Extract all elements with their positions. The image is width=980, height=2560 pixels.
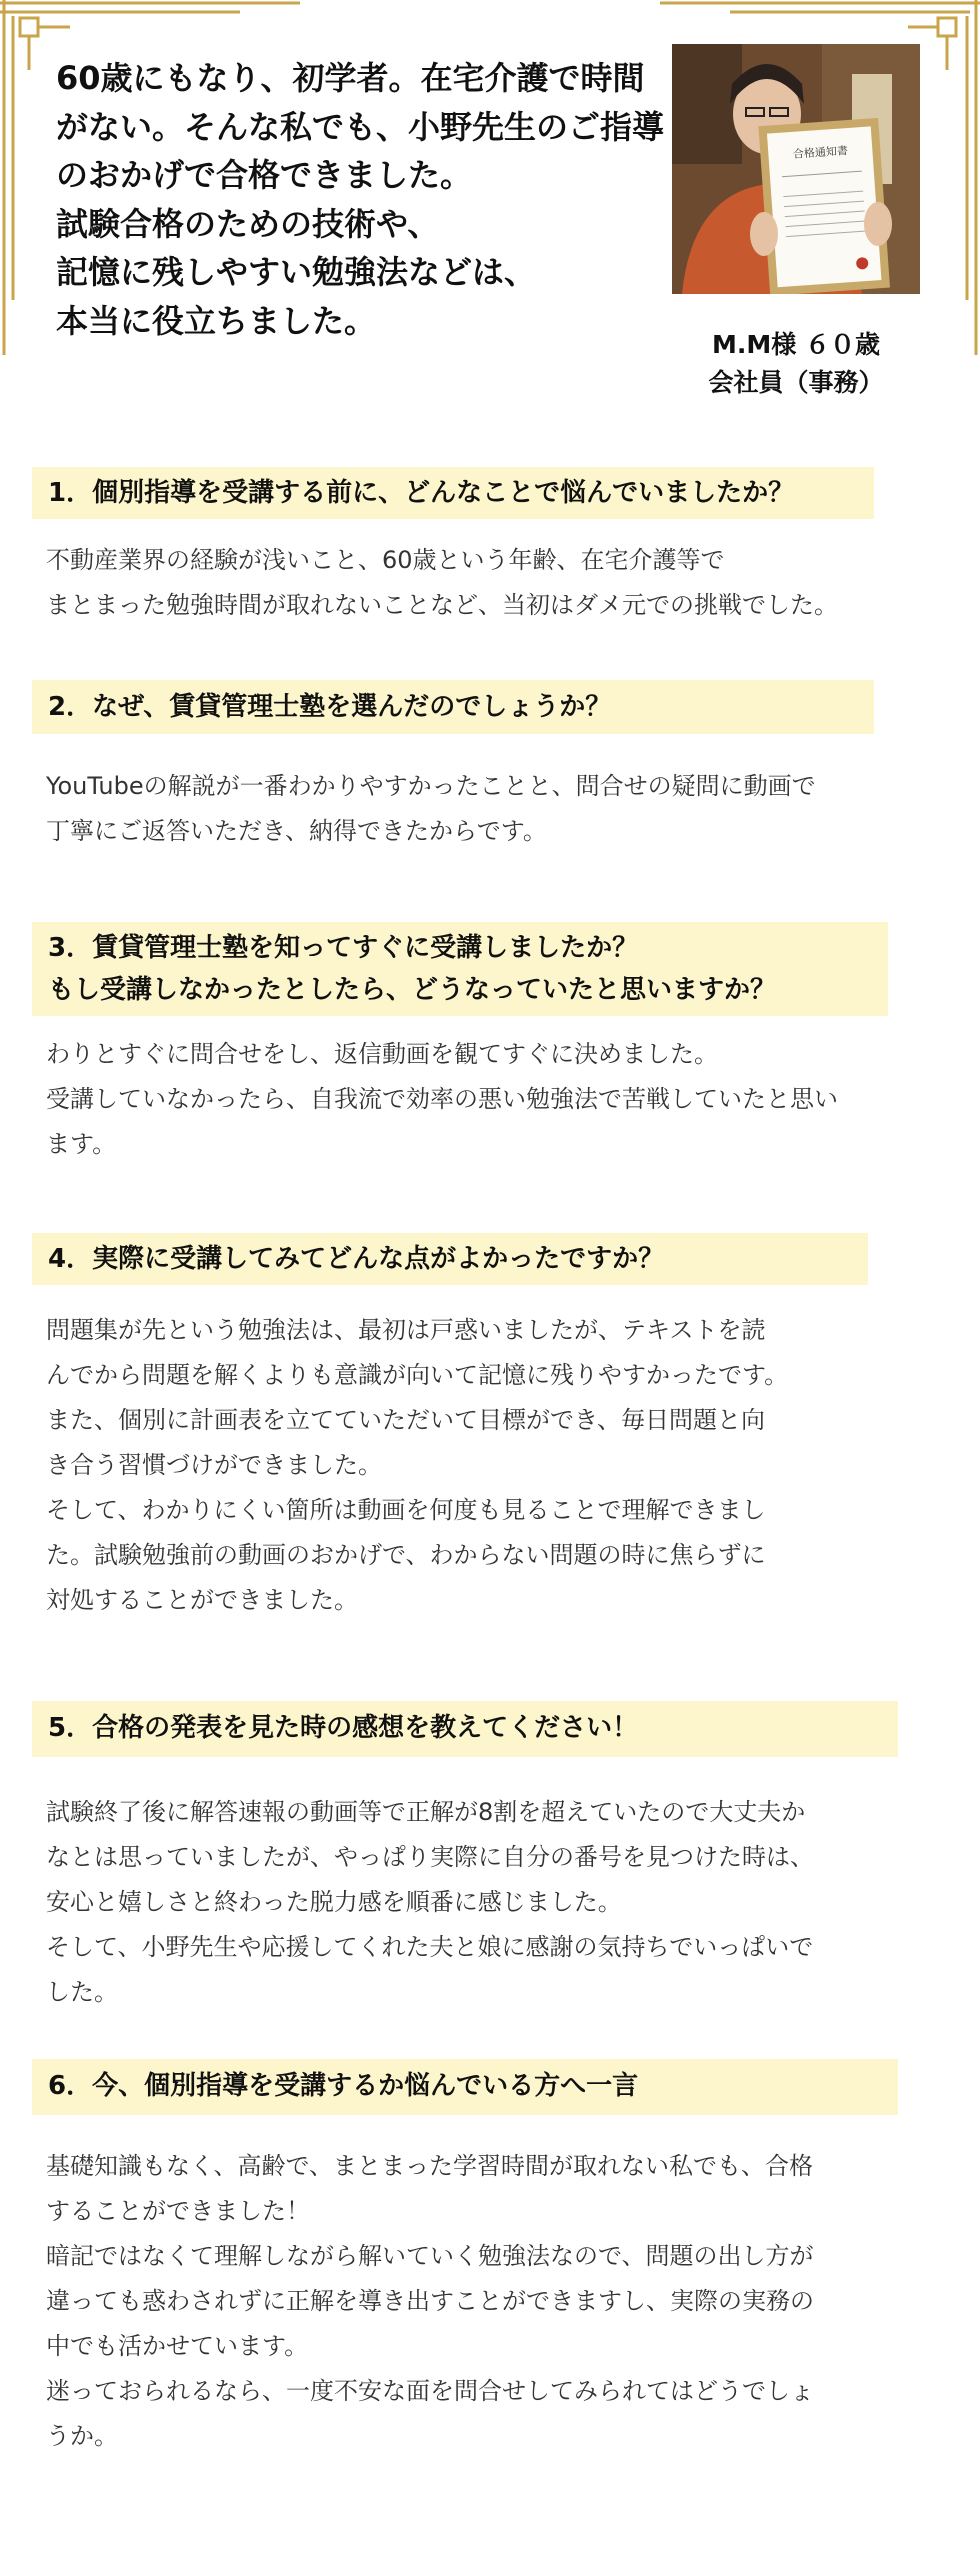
hero-line: 本当に役立ちました。 [56,301,377,340]
answer-line: 違っても惑わされずに正解を導き出すことができますし、実際の実務の [46,2287,814,2315]
answer-line: そして、わかりにくい箇所は動画を何度も見ることで理解できまし [46,1496,766,1524]
person-occupation: 会社員（事務） [708,368,884,397]
answer-line: 受講していなかったら、自我流で効率の悪い勉強法で苦戦していたと思い [46,1085,838,1113]
question-text: 5．合格の発表を見た時の感想を教えてください！ [48,1713,639,1743]
answer-text-block [46,538,956,628]
answer-line: YouTubeの解説が一番わかりやすかったことと、問合せの疑問に動画で [46,772,816,800]
answer-line: 暗記ではなくて理解しながら解いていく勉強法なので、問題の出し方が [46,2242,814,2270]
answer-line: した。 [46,1978,118,2006]
question-heading [32,467,874,519]
answer-line: 不動産業界の経験が浅いこと、60歳という年齢、在宅介護等で [46,546,725,574]
question-text: 6．今、個別指導を受講するか悩んでいる方へ一言 [48,2071,639,2101]
answer-line: まとまった勉強時間が取れないことなど、当初はダメ元での挑戦でした。 [46,591,838,619]
question-heading [32,1701,898,1757]
hero-line: 記憶に残しやすい勉強法などは、 [56,253,537,291]
answer-line: なとは思っていましたが、やっぱり実際に自分の番号を見つけた時は、 [46,1843,814,1871]
answer-line: き合う習慣づけができました。 [46,1451,382,1479]
question-heading [32,680,874,734]
answer-line: うか。 [46,2422,118,2450]
person-name: M.M様 ６０歳 [712,330,880,359]
answer-text-block [46,2144,956,2459]
certificate-title: 合格通知書 [792,144,849,161]
answer-line: 安心と嬉しさと終わった脱力感を順番に感じました。 [46,1888,622,1916]
answer-line: 丁寧にご返答いただき、納得できたからです。 [46,817,547,845]
answer-line: 対処することができました。 [46,1586,358,1614]
answer-line: んでから問題を解くよりも意識が向いて記憶に残りやすかったです。 [46,1361,789,1389]
person-holding-certificate-illustration [672,44,920,294]
hero-line: のおかげで合格できました。 [56,156,473,194]
answer-text-block [46,1032,956,1167]
hero-line: 60歳にもなり、初学者。在宅介護で時間 [56,59,645,97]
answer-line: また、個別に計画表を立てていただいて目標ができ、毎日問題と向 [46,1406,766,1434]
hero-line: 試験合格のための技術や、 [56,204,440,243]
question-text: 4．実際に受講してみてどんな点がよかったですか？ [48,1244,665,1274]
answer-line: 問題集が先という勉強法は、最初は戸惑いましたが、テキストを読 [46,1316,766,1344]
answer-text-block [46,1790,956,2015]
answer-line: することができました！ [46,2197,310,2225]
hero-testimonial [56,54,665,345]
testimonial-photo [672,44,920,294]
question-heading [32,1233,868,1285]
person-caption [672,326,920,402]
answer-text-block [46,1308,956,1623]
answer-line: ます。 [46,1130,117,1158]
answer-line: 迷っておられるなら、一度不安な面を問合せしてみられてはどうでしょ [46,2377,814,2405]
hero-line: がない。そんな私でも、小野先生のご指導 [56,107,665,146]
answer-line: た。試験勉強前の動画のおかげで、わからない問題の時に焦らずに [46,1541,766,1569]
question-text: 1．個別指導を受講する前に、どんなことで悩んでいましたか？ [48,478,795,508]
answer-line: 試験終了後に解答速報の動画等で正解が8割を超えていたので大丈夫か [46,1798,806,1826]
question-text: 2．なぜ、賃貸管理士塾を選んだのでしょうか？ [48,692,612,722]
answer-line: 基礎知識もなく、高齢で、まとまった学習時間が取れない私でも、合格 [46,2152,814,2180]
question-text: 3．賃貸管理士塾を知ってすぐに受講しましたか？ [48,933,639,963]
answer-text-block [46,764,956,854]
question-text: もし受講しなかったとしたら、どうなっていたと思いますか？ [48,975,777,1005]
answer-line: わりとすぐに問合せをし、返信動画を観てすぐに決めました。 [46,1040,718,1068]
question-heading [32,2059,898,2115]
question-heading [32,922,888,1016]
answer-line: 中でも活かせています。 [46,2332,309,2360]
answer-line: そして、小野先生や応援してくれた夫と娘に感謝の気持ちでいっぱいで [46,1933,814,1961]
